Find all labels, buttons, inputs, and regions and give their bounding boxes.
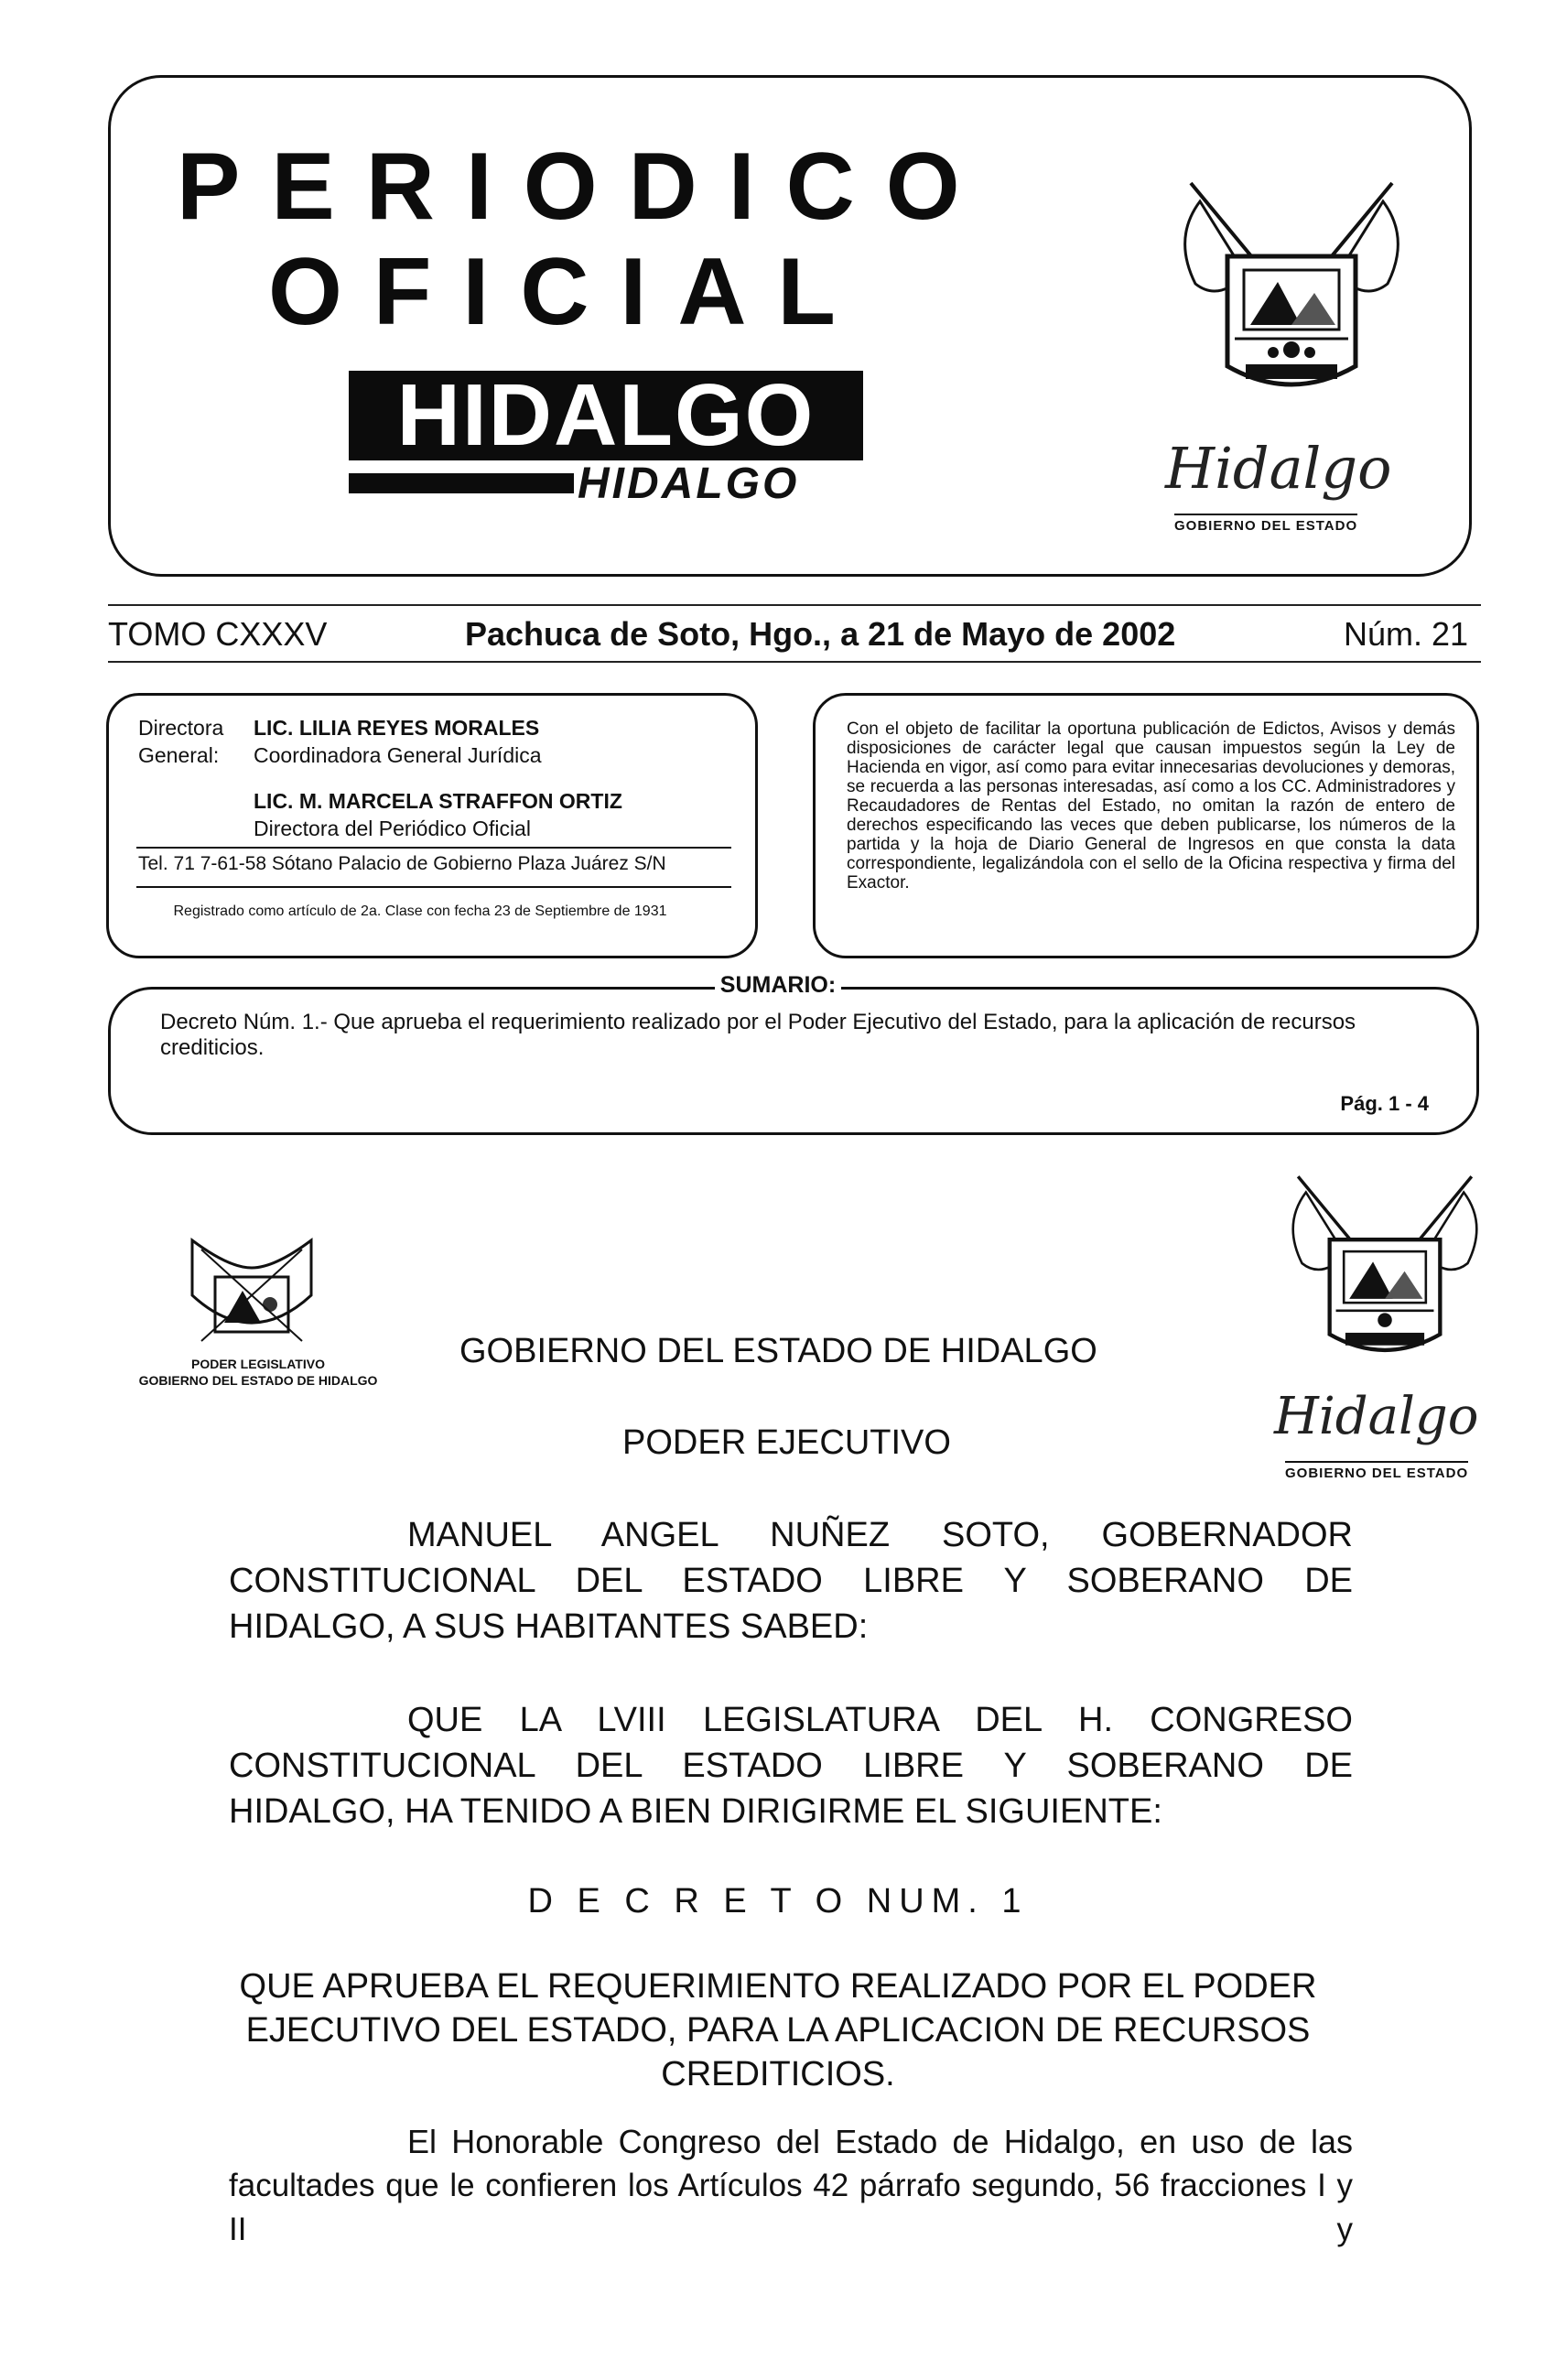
directory-label-2: General: (138, 743, 220, 767)
body-crest-caption: GOBIERNO DEL ESTADO (1285, 1461, 1468, 1481)
legislature-line-3: HIDALGO, HA TENIDO A BIEN DIRIGIRME EL SIGUIENTE: (229, 1792, 1162, 1831)
legislature-paragraph (229, 1697, 1353, 1834)
hidalgo-logo-small-text: HIDALGO (578, 460, 800, 508)
directory-rule-2 (136, 886, 731, 888)
proclamation-line-1 (229, 1512, 1353, 1558)
title-oficial: OFICIAL (268, 239, 867, 345)
proclamation-paragraph (229, 1512, 1353, 1650)
directory-box (106, 693, 758, 958)
hidalgo-logo (349, 371, 880, 517)
directory-telephone: Tel. 71 7-61-58 Sótano Palacio de Gobierno Plaza Juárez S/N (138, 853, 666, 874)
notice-text: Con el objeto de facilitar la oportuna publicación de Edictos, Avisos y demás disposiciones de carácter legal que causan impuestos según la Ley de Hacienda en vigor, así como para evitar innecesarias devoluciones y demoras, se recuerda a las personas interesadas, así como a los CC. Administradores y Recaudadores de Rentas del Estado, no omitan la razón de entero de derechos especificando las veces que deben publicarse, los números de la partida y la hoja de Diario General de Ingresos en que consta la data correspondiente, legalizándola con el sello de la Oficina respectiva y firma del Exactor. (847, 719, 1455, 892)
heading-gobierno: GOBIERNO DEL ESTADO DE HIDALGO (459, 1332, 1097, 1370)
director-name-1: LIC. LILIA REYES MORALES (254, 716, 540, 740)
state-crest-icon (1163, 165, 1420, 430)
legislature-line-2: CONSTITUCIONAL DEL ESTADO LIBRE Y SOBERANO DE (229, 1747, 1353, 1785)
legislature-line-1-text: QUE LA LVIII LEGISLATURA DEL H. CONGRESO (407, 1701, 1353, 1739)
notice-box (813, 693, 1479, 958)
issue-number: Núm. 21 (1344, 615, 1469, 653)
masthead-box (108, 75, 1472, 577)
heading-poder-ejecutivo: PODER EJECUTIVO (622, 1423, 951, 1462)
directory-label-1: Directora (138, 716, 224, 740)
hidalgo-logo-block-text: HIDALGO (349, 371, 863, 460)
body-text-line-1 (229, 2120, 1353, 2164)
sumario-label: SUMARIO: (715, 972, 841, 998)
sumario-box (108, 987, 1479, 1135)
director-role-1: Coordinadora General Jurídica (254, 743, 542, 767)
director-role-2: Directora del Periódico Oficial (254, 817, 531, 840)
legislative-caption-1: PODER LEGISLATIVO (191, 1357, 325, 1371)
place-date: Pachuca de Soto, Hgo., a 21 de Mayo de 2002 (465, 615, 1176, 653)
sumario-text: Decreto Núm. 1.- Que aprueba el requerimiento realizado por el Poder Ejecutivo del Estado, para la aplicación de recursos crediticios. (160, 1010, 1356, 1060)
crest-caption: GOBIERNO DEL ESTADO (1174, 514, 1357, 534)
legislature-line-1 (229, 1697, 1353, 1743)
tomo-label: TOMO CXXXV (108, 615, 328, 653)
sumario-heading (0, 972, 1556, 999)
proclamation-line-2: CONSTITUCIONAL DEL ESTADO LIBRE Y SOBERANO DE (229, 1562, 1353, 1600)
body-text-line-1-text: El Honorable Congreso del Estado de Hidalgo, en uso de las (407, 2123, 1353, 2160)
directory-registration: Registrado como artículo de 2a. Clase con fecha 23 de Septiembre de 1931 (173, 903, 667, 919)
directory-rule-1 (136, 847, 731, 849)
body-crest-script: Hidalgo (1274, 1387, 1479, 1446)
state-crest-body-icon (1270, 1161, 1499, 1390)
director-name-2: LIC. M. MARCELA STRAFFON ORTIZ (254, 789, 622, 813)
sumario-page: Pág. 1 - 4 (1340, 1092, 1429, 1115)
decreto-heading: D E C R E T O NUM. 1 (527, 1882, 1029, 1920)
proclamation-line-3: HIDALGO, A SUS HABITANTES SABED: (229, 1607, 869, 1646)
body-text-line-2: facultades que le confieren los Artículos 42 párrafo segundo, 56 fracciones I y II y (229, 2168, 1353, 2247)
decreto-title: QUE APRUEBA EL REQUERIMIENTO REALIZADO POR EL PODER EJECUTIVO DEL ESTADO, PARA LA APLICACION DE RECURSOS CREDITICIOS. (239, 1967, 1317, 2093)
legislative-caption-2: GOBIERNO DEL ESTADO DE HIDALGO (138, 1373, 378, 1388)
hidalgo-logo-bar (349, 473, 574, 493)
info-bottom-rule (108, 661, 1481, 663)
legislative-emblem-icon (174, 1231, 330, 1355)
title-periodico: PERIODICO (177, 134, 991, 240)
crest-script-hidalgo: Hidalgo (1165, 435, 1392, 502)
proclamation-line-1-text: MANUEL ANGEL NUÑEZ SOTO, GOBERNADOR (407, 1516, 1353, 1554)
info-top-rule (108, 604, 1481, 606)
